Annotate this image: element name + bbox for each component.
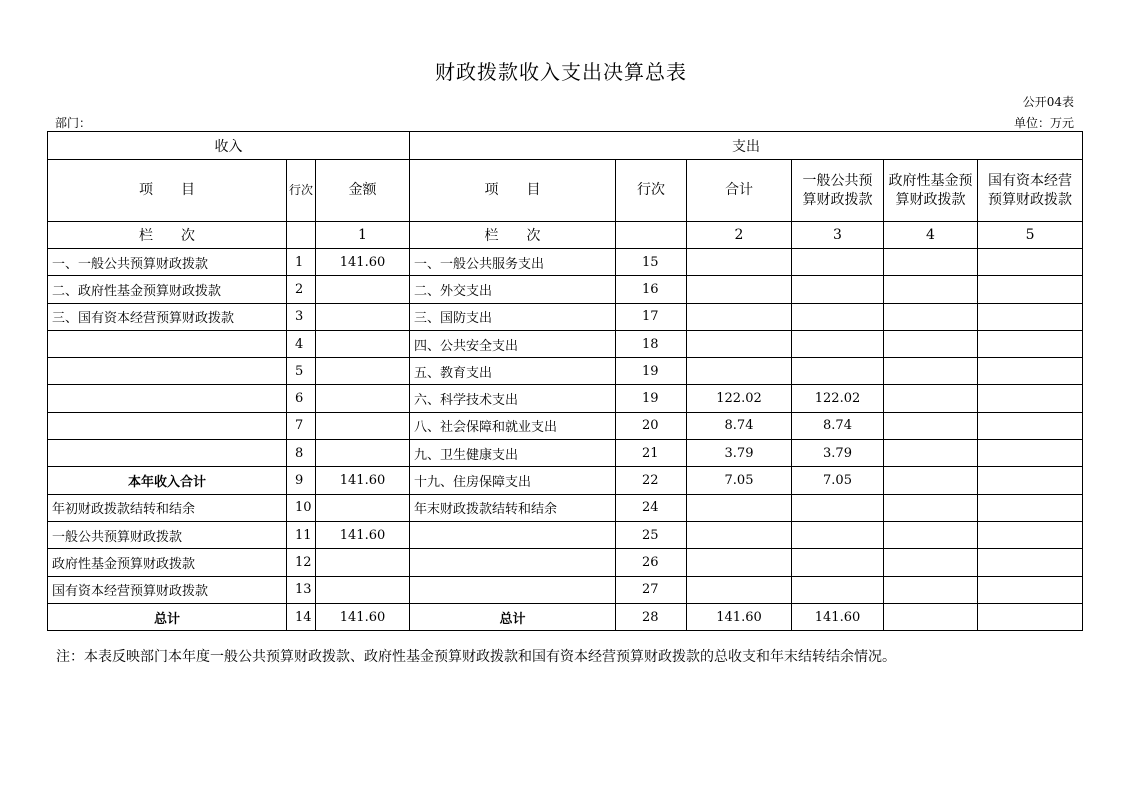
col-number-5: 5 [978, 222, 1083, 249]
general-budget-cell: 7.05 [792, 467, 884, 494]
table-row [48, 467, 1083, 494]
expense-total-cell [687, 549, 792, 576]
income-amount-cell: 141.60 [316, 467, 410, 494]
expense-row-no-cell: 20 [616, 412, 687, 439]
table-row [48, 521, 1083, 548]
state-capital-cell [978, 576, 1083, 603]
fiscal-summary-table [47, 131, 1083, 631]
col-number-1: 1 [316, 222, 410, 249]
table-row [48, 494, 1083, 521]
income-row-no-cell: 4 [287, 330, 316, 357]
income-item-cell [48, 330, 287, 357]
income-item-cell: 三、国有资本经营预算财政拨款 [48, 303, 287, 330]
state-capital-cell [978, 385, 1083, 412]
expense-total-cell: 122.02 [687, 385, 792, 412]
table-row [48, 603, 1083, 630]
table-row [48, 249, 1083, 276]
income-amount-cell [316, 303, 410, 330]
income-row-no-cell: 1 [287, 249, 316, 276]
income-amount-cell [316, 494, 410, 521]
income-amount-cell [316, 440, 410, 467]
general-budget-cell [792, 330, 884, 357]
state-capital-cell [978, 521, 1083, 548]
expense-total-cell [687, 521, 792, 548]
expense-row-no-cell: 19 [616, 385, 687, 412]
expense-item-cell: 年末财政拨款结转和结余 [410, 494, 616, 521]
expense-section-header: 支出 [410, 132, 1083, 160]
income-item-cell: 一般公共预算财政拨款 [48, 521, 287, 548]
income-row-no-cell: 6 [287, 385, 316, 412]
income-amount-cell [316, 412, 410, 439]
general-budget-header: 一般公共预算财政拨款 [792, 160, 884, 222]
general-budget-cell [792, 576, 884, 603]
income-amount-cell [316, 330, 410, 357]
general-budget-cell [792, 494, 884, 521]
expense-row-no-cell: 17 [616, 303, 687, 330]
table-row [48, 440, 1083, 467]
expense-lanci-label: 栏 次 [410, 222, 616, 249]
col-number-2: 2 [687, 222, 792, 249]
header-row-sections [48, 132, 1083, 160]
general-budget-cell [792, 249, 884, 276]
general-budget-cell [792, 549, 884, 576]
expense-row-no-cell: 25 [616, 521, 687, 548]
income-amount-cell: 141.60 [316, 249, 410, 276]
gov-fund-cell [884, 330, 978, 357]
income-amount-cell: 141.60 [316, 603, 410, 630]
gov-fund-cell [884, 385, 978, 412]
department-label: 部门： [55, 116, 92, 130]
expense-item-cell: 十九、住房保障支出 [410, 467, 616, 494]
expense-row-no-cell: 28 [616, 603, 687, 630]
gov-fund-cell [884, 549, 978, 576]
expense-row-no-cell: 16 [616, 276, 687, 303]
income-item-cell [48, 440, 287, 467]
income-row-no-header: 行次 [287, 160, 316, 222]
gov-fund-header: 政府性基金预算财政拨款 [884, 160, 978, 222]
expense-total-cell: 3.79 [687, 440, 792, 467]
expense-total-cell [687, 358, 792, 385]
income-row-no-cell: 12 [287, 549, 316, 576]
expense-row-no-cell: 15 [616, 249, 687, 276]
expense-item-cell: 四、公共安全支出 [410, 330, 616, 357]
income-section-header: 收入 [48, 132, 410, 160]
expense-row-no-cell: 19 [616, 358, 687, 385]
expense-item-cell [410, 576, 616, 603]
table-row [48, 358, 1083, 385]
income-row-no-cell: 3 [287, 303, 316, 330]
table-note: 注：本表反映部门本年度一般公共预算财政拨款、政府性基金预算财政拨款和国有资本经营预算财政拨款的总收支和年末结转结余情况。 [56, 649, 896, 665]
expense-total-cell [687, 276, 792, 303]
expense-item-cell: 八、社会保障和就业支出 [410, 412, 616, 439]
income-row-no-cell: 10 [287, 494, 316, 521]
expense-item-cell: 六、科学技术支出 [410, 385, 616, 412]
header-row-columns [48, 160, 1083, 222]
expense-row-no-header: 行次 [616, 160, 687, 222]
expense-total-cell: 7.05 [687, 467, 792, 494]
expense-item-cell: 总计 [410, 603, 616, 630]
table-row [48, 276, 1083, 303]
income-row-no-cell: 11 [287, 521, 316, 548]
state-capital-cell [978, 440, 1083, 467]
table-row [48, 576, 1083, 603]
state-capital-cell [978, 249, 1083, 276]
state-capital-cell [978, 549, 1083, 576]
income-row-no-cell: 2 [287, 276, 316, 303]
income-row-no-cell: 13 [287, 576, 316, 603]
unit-label: 单位：万元 [1013, 116, 1074, 130]
income-item-cell: 年初财政拨款结转和结余 [48, 494, 287, 521]
general-budget-cell [792, 521, 884, 548]
income-amount-cell [316, 385, 410, 412]
state-capital-cell [978, 330, 1083, 357]
expense-item-cell [410, 549, 616, 576]
expense-row-no-cell: 26 [616, 549, 687, 576]
income-item-cell: 一、一般公共预算财政拨款 [48, 249, 287, 276]
state-capital-cell [978, 358, 1083, 385]
general-budget-cell [792, 358, 884, 385]
expense-total-cell [687, 249, 792, 276]
income-row-no-cell: 9 [287, 467, 316, 494]
expense-item-cell: 二、外交支出 [410, 276, 616, 303]
expense-item-cell: 一、一般公共服务支出 [410, 249, 616, 276]
table-row [48, 385, 1083, 412]
expense-row-no-cell: 18 [616, 330, 687, 357]
expense-row-no-cell: 22 [616, 467, 687, 494]
state-capital-header: 国有资本经营预算财政拨款 [978, 160, 1083, 222]
expense-row-no-cell: 27 [616, 576, 687, 603]
income-item-cell: 总计 [48, 603, 287, 630]
gov-fund-cell [884, 521, 978, 548]
expense-item-header: 项 目 [410, 160, 616, 222]
gov-fund-cell [884, 249, 978, 276]
expense-total-cell [687, 494, 792, 521]
income-amount-cell [316, 358, 410, 385]
expense-item-cell: 五、教育支出 [410, 358, 616, 385]
general-budget-cell: 8.74 [792, 412, 884, 439]
state-capital-cell [978, 467, 1083, 494]
col-number-4: 4 [884, 222, 978, 249]
income-item-cell [48, 358, 287, 385]
expense-total-cell [687, 303, 792, 330]
gov-fund-cell [884, 467, 978, 494]
general-budget-cell: 3.79 [792, 440, 884, 467]
expense-row-no-cell: 21 [616, 440, 687, 467]
income-amount-cell [316, 276, 410, 303]
expense-item-cell: 九、卫生健康支出 [410, 440, 616, 467]
gov-fund-cell [884, 576, 978, 603]
page-title: 财政拨款收入支出决算总表 [435, 60, 687, 84]
income-row-no-cell: 5 [287, 358, 316, 385]
table-row [48, 303, 1083, 330]
expense-row-no-cell: 24 [616, 494, 687, 521]
gov-fund-cell [884, 440, 978, 467]
expense-total-cell [687, 576, 792, 603]
table-row [48, 330, 1083, 357]
expense-total-cell: 8.74 [687, 412, 792, 439]
state-capital-cell [978, 412, 1083, 439]
income-item-cell [48, 412, 287, 439]
income-amount-cell: 141.60 [316, 521, 410, 548]
income-row-no-cell: 14 [287, 603, 316, 630]
income-row-no-cell: 8 [287, 440, 316, 467]
gov-fund-cell [884, 358, 978, 385]
state-capital-cell [978, 276, 1083, 303]
state-capital-cell [978, 303, 1083, 330]
gov-fund-cell [884, 603, 978, 630]
income-item-cell: 二、政府性基金预算财政拨款 [48, 276, 287, 303]
gov-fund-cell [884, 412, 978, 439]
gov-fund-cell [884, 303, 978, 330]
table-row [48, 549, 1083, 576]
expense-item-cell [410, 521, 616, 548]
col-number-3: 3 [792, 222, 884, 249]
expense-total-cell: 141.60 [687, 603, 792, 630]
income-row-no-cell: 7 [287, 412, 316, 439]
income-item-cell: 国有资本经营预算财政拨款 [48, 576, 287, 603]
general-budget-cell [792, 276, 884, 303]
income-amount-header: 金额 [316, 160, 410, 222]
income-item-cell [48, 385, 287, 412]
state-capital-cell [978, 603, 1083, 630]
income-item-cell: 政府性基金预算财政拨款 [48, 549, 287, 576]
income-amount-cell [316, 549, 410, 576]
income-item-header: 项 目 [48, 160, 287, 222]
expense-item-cell: 三、国防支出 [410, 303, 616, 330]
expense-total-header: 合计 [687, 160, 792, 222]
general-budget-cell: 141.60 [792, 603, 884, 630]
header-row-column-numbers [48, 222, 1083, 249]
gov-fund-cell [884, 276, 978, 303]
general-budget-cell [792, 303, 884, 330]
expense-total-cell [687, 330, 792, 357]
income-lanci-label: 栏 次 [48, 222, 287, 249]
form-number: 公开04表 [1022, 95, 1074, 109]
income-item-cell: 本年收入合计 [48, 467, 287, 494]
state-capital-cell [978, 494, 1083, 521]
income-amount-cell [316, 576, 410, 603]
gov-fund-cell [884, 494, 978, 521]
table-row [48, 412, 1083, 439]
general-budget-cell: 122.02 [792, 385, 884, 412]
